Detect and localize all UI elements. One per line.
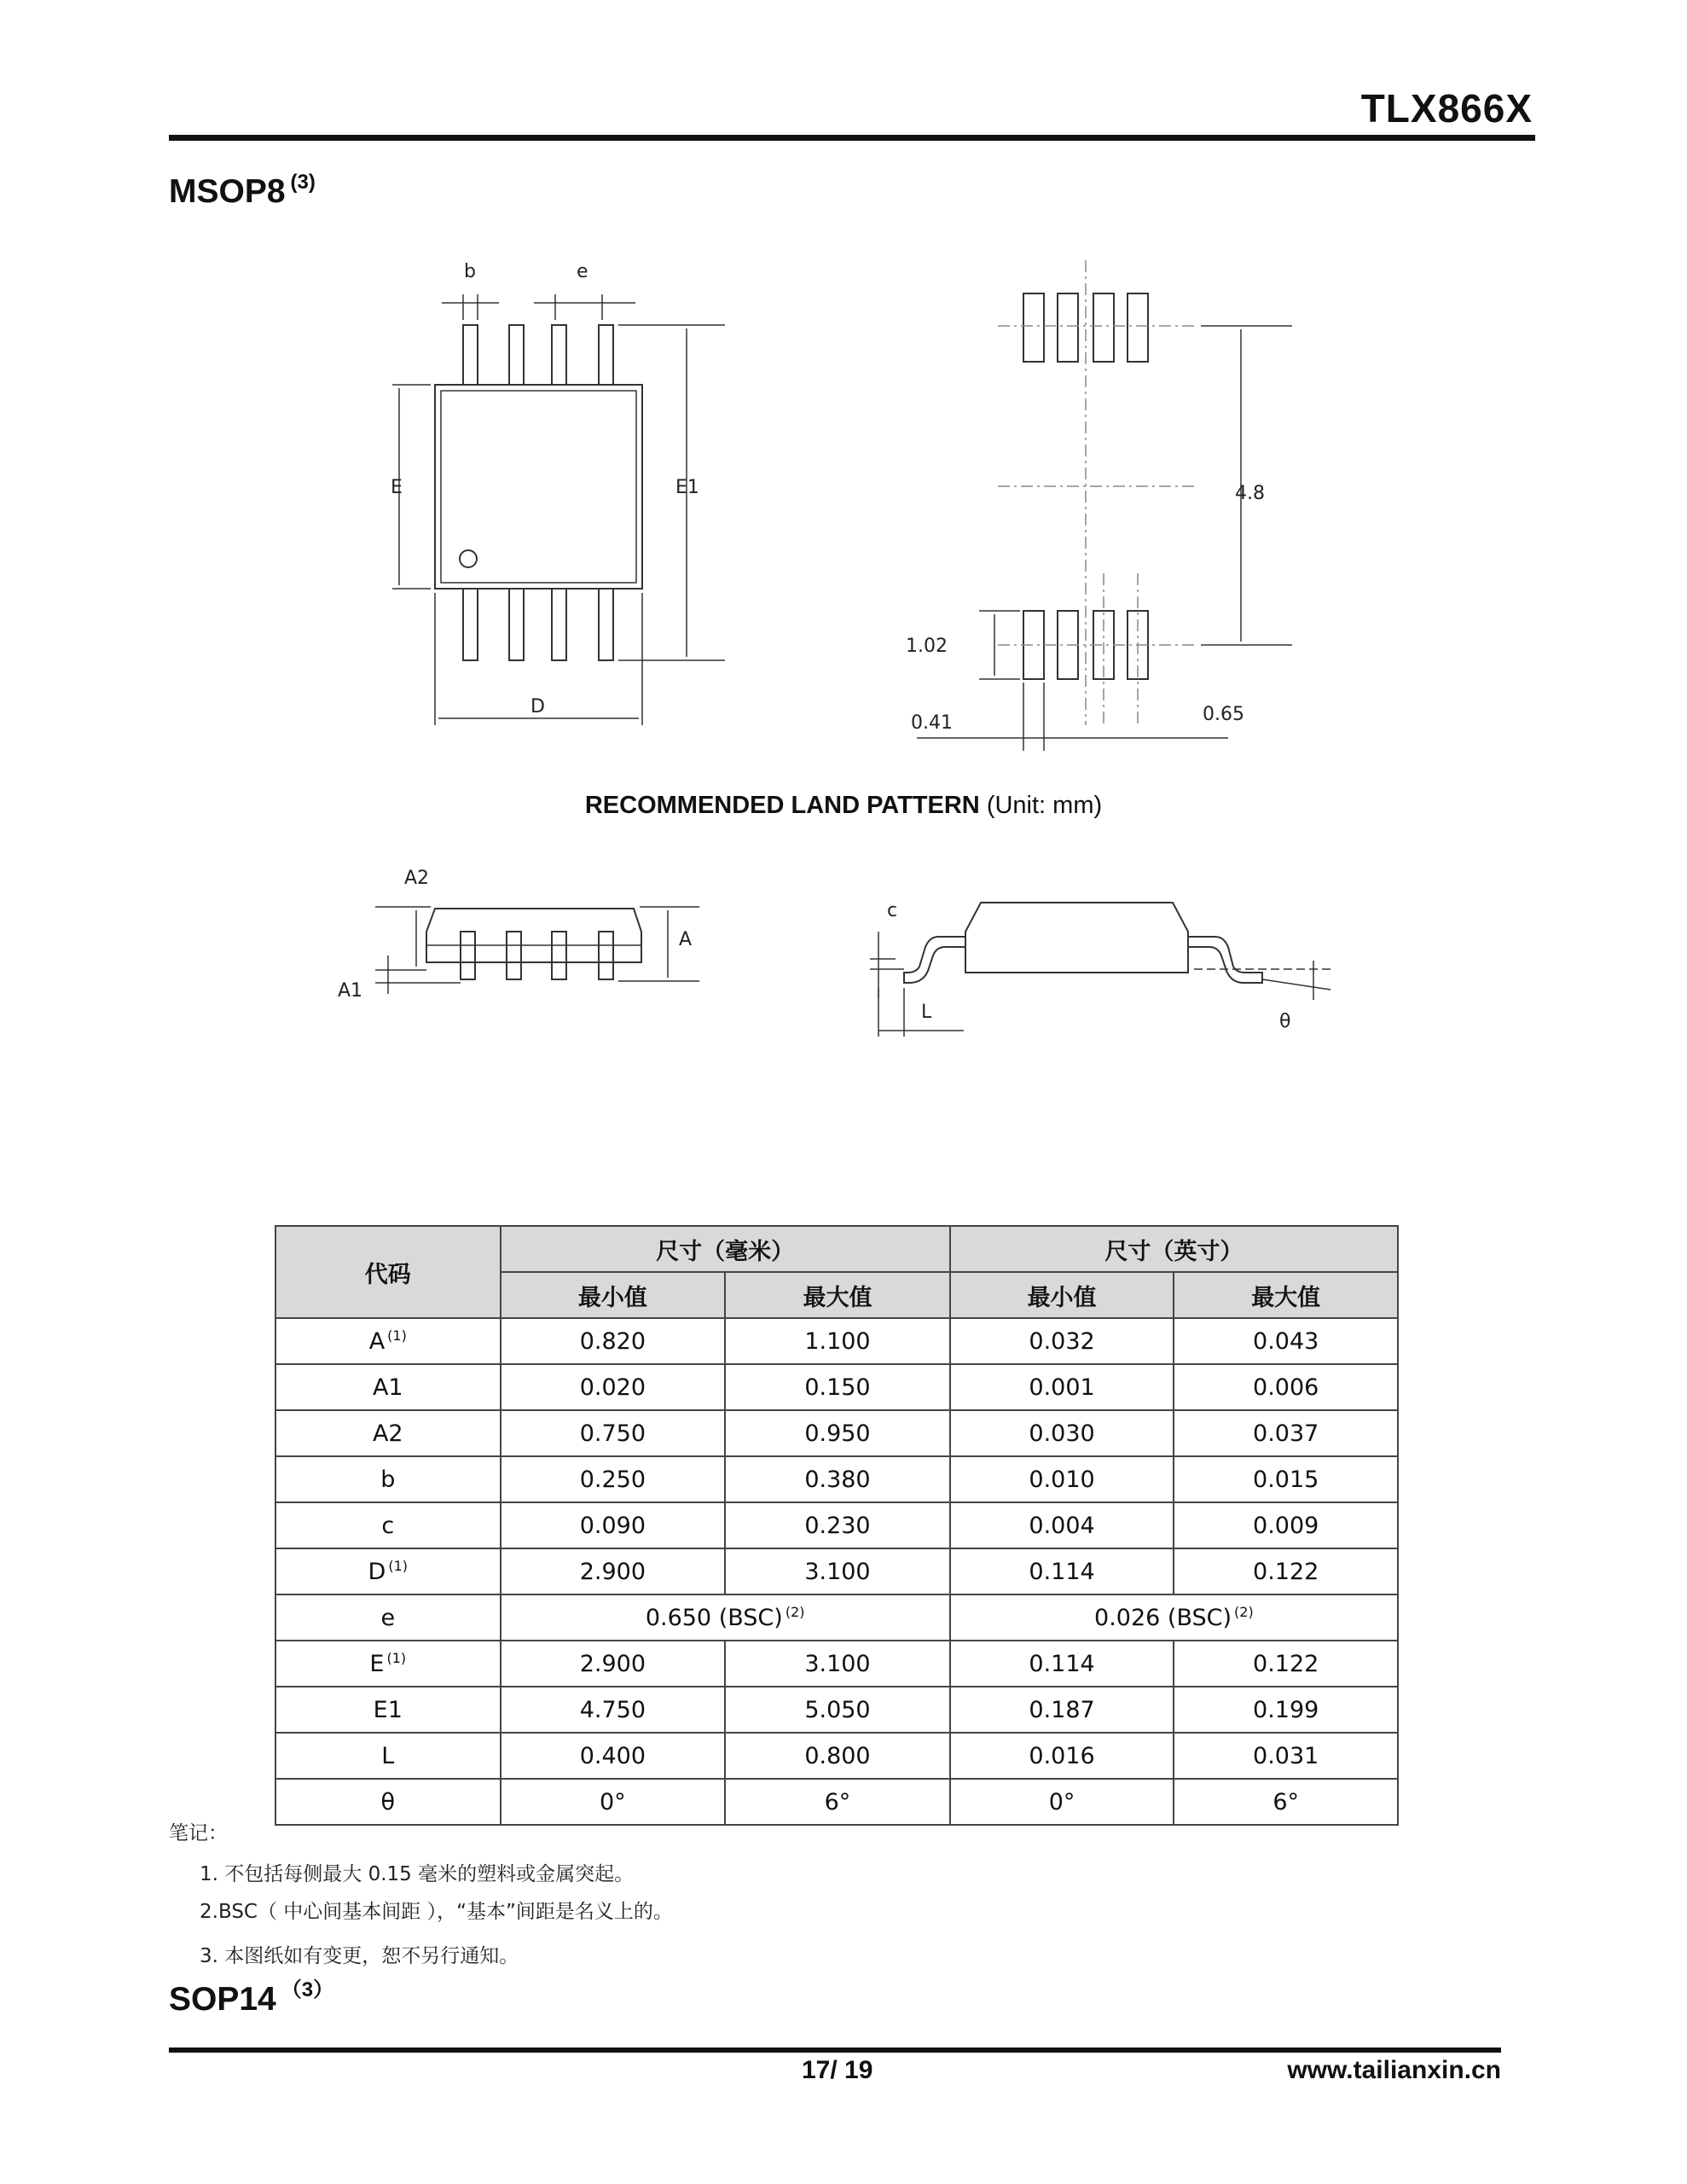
label-L: L [921, 1002, 932, 1023]
label-A: A [679, 929, 693, 950]
cell-sup: (1) [388, 1558, 408, 1574]
cell-code: L [275, 1733, 501, 1779]
header-mm: 尺寸（毫米） [501, 1226, 950, 1272]
top-view-body-inner [441, 391, 636, 583]
cell-value: 0.016 [950, 1733, 1174, 1779]
label-e: e [577, 261, 588, 282]
header-mm-min: 最小值 [501, 1272, 726, 1318]
cell-code: D [368, 1559, 386, 1585]
cell-value: 0.380 [725, 1456, 950, 1502]
table-row [275, 1410, 1398, 1456]
land-pattern-caption [0, 792, 1687, 820]
cell-value: 1.100 [725, 1318, 950, 1364]
cell-sup: (1) [387, 1327, 407, 1344]
cell-value: 0.010 [950, 1456, 1174, 1502]
cell-value: 0° [501, 1779, 726, 1825]
cell-value: 2.900 [501, 1641, 726, 1687]
section-title-sup: (3) [290, 171, 316, 194]
cell-value: 0.187 [950, 1687, 1174, 1733]
cell-value: 0.122 [1174, 1641, 1398, 1687]
cell-value: 0.032 [950, 1318, 1174, 1364]
label-0-41: 0.41 [911, 712, 953, 734]
cell-value: 0.009 [1174, 1502, 1398, 1548]
land-pattern-title: RECOMMENDED LAND PATTERN [584, 792, 980, 819]
note-2: 2.BSC（ 中心间基本间距 ），“基本”间距是名义上的。 [200, 1901, 673, 1923]
cell-value: 0.950 [725, 1410, 950, 1456]
side-view-body [426, 909, 641, 962]
header-in: 尺寸（英寸） [950, 1226, 1398, 1272]
cell-value: 4.750 [501, 1687, 726, 1733]
table-row [275, 1733, 1398, 1779]
cell-value: 2.900 [501, 1548, 726, 1594]
label-A2: A2 [404, 868, 430, 889]
cell-value: 0.001 [950, 1364, 1174, 1410]
cell-value: 0.030 [950, 1410, 1174, 1456]
header-mm-max: 最大值 [725, 1272, 950, 1318]
cell-value: 0° [950, 1779, 1174, 1825]
cell-code: e [275, 1594, 501, 1641]
section-title-text: SOP14 [169, 1981, 276, 2018]
cell-value: 0.400 [501, 1733, 726, 1779]
cell-value: 0.820 [501, 1318, 726, 1364]
section-title-sop14 [169, 1972, 333, 2018]
top-view-body [435, 385, 642, 589]
label-b: b [464, 261, 476, 282]
cell-value: 0.114 [950, 1641, 1174, 1687]
cell-value: 0.015 [1174, 1456, 1398, 1502]
header-code: 代码 [275, 1226, 501, 1318]
cell-value: 6° [1174, 1779, 1398, 1825]
cell-value: 6° [725, 1779, 950, 1825]
cell-code: A1 [275, 1364, 501, 1410]
cell-value: 0.043 [1174, 1318, 1398, 1364]
label-E1: E1 [675, 477, 699, 498]
cell-value: 3.100 [725, 1641, 950, 1687]
cell-value: 0.004 [950, 1502, 1174, 1548]
cell-code: b [275, 1456, 501, 1502]
cell-code: E [369, 1651, 385, 1677]
cell-value: 0.090 [501, 1502, 726, 1548]
label-E: E [391, 477, 403, 498]
document-title: TLX866X [1360, 86, 1533, 131]
header-in-min: 最小值 [950, 1272, 1174, 1318]
note-1: 1. 不包括每侧最大 0.15 毫米的塑料或金属突起。 [200, 1863, 635, 1885]
table-row [275, 1364, 1398, 1410]
notes-label: 笔记： [169, 1822, 228, 1844]
cell-value: 0.020 [501, 1364, 726, 1410]
pin1-marker [460, 550, 477, 567]
label-theta: θ [1279, 1011, 1291, 1032]
section-title-text: MSOP8 [169, 173, 286, 210]
label-4-8: 4.8 [1235, 483, 1265, 504]
cell-code: c [275, 1502, 501, 1548]
cell-value: 0.114 [950, 1548, 1174, 1594]
cell-value: 0.006 [1174, 1364, 1398, 1410]
cell-code: A2 [275, 1410, 501, 1456]
table-row [275, 1318, 1398, 1364]
table-row [275, 1548, 1398, 1594]
land-pattern-unit: (Unit: mm) [986, 792, 1103, 819]
cell-value: 0.031 [1174, 1733, 1398, 1779]
table-row [275, 1502, 1398, 1548]
label-c: c [887, 900, 898, 921]
cell-value: 0.750 [501, 1410, 726, 1456]
cell-value: 0.230 [725, 1502, 950, 1548]
cell-code: θ [275, 1779, 501, 1825]
cell-value: 0.650 (BSC) [645, 1605, 783, 1631]
cell-value: 0.150 [725, 1364, 950, 1410]
note-3: 3. 本图纸如有变更，恕不另行通知。 [200, 1945, 519, 1967]
section-title-sup: （3） [281, 1978, 334, 2001]
cell-value: 0.199 [1174, 1687, 1398, 1733]
lead-profile-body [965, 903, 1188, 973]
table-row [275, 1779, 1398, 1825]
cell-value: 5.050 [725, 1687, 950, 1733]
table-row [275, 1641, 1398, 1687]
website-link[interactable]: www.tailianxin.cn [1287, 2056, 1501, 2084]
cell-code: A [368, 1328, 386, 1355]
label-D: D [530, 696, 545, 717]
cell-sup: (2) [785, 1604, 805, 1620]
cell-value: 0.037 [1174, 1410, 1398, 1456]
dimension-table [275, 1225, 1399, 1826]
cell-sup: (2) [1234, 1604, 1254, 1620]
table-row [275, 1594, 1398, 1641]
cell-value: 0.026 (BSC) [1094, 1605, 1232, 1631]
label-0-65: 0.65 [1203, 704, 1244, 725]
cell-value: 0.250 [501, 1456, 726, 1502]
cell-value: 0.800 [725, 1733, 950, 1779]
page-number: 17/ 19 [802, 2056, 873, 2084]
footer-rule [169, 2048, 1501, 2053]
cell-value: 3.100 [725, 1548, 950, 1594]
cell-code: E1 [275, 1687, 501, 1733]
cell-value: 0.122 [1174, 1548, 1398, 1594]
cell-sup: (1) [386, 1650, 407, 1666]
table-row [275, 1456, 1398, 1502]
label-1-02: 1.02 [906, 636, 948, 657]
table-row [275, 1687, 1398, 1733]
header-in-max: 最大值 [1174, 1272, 1398, 1318]
label-A1: A1 [338, 980, 363, 1002]
